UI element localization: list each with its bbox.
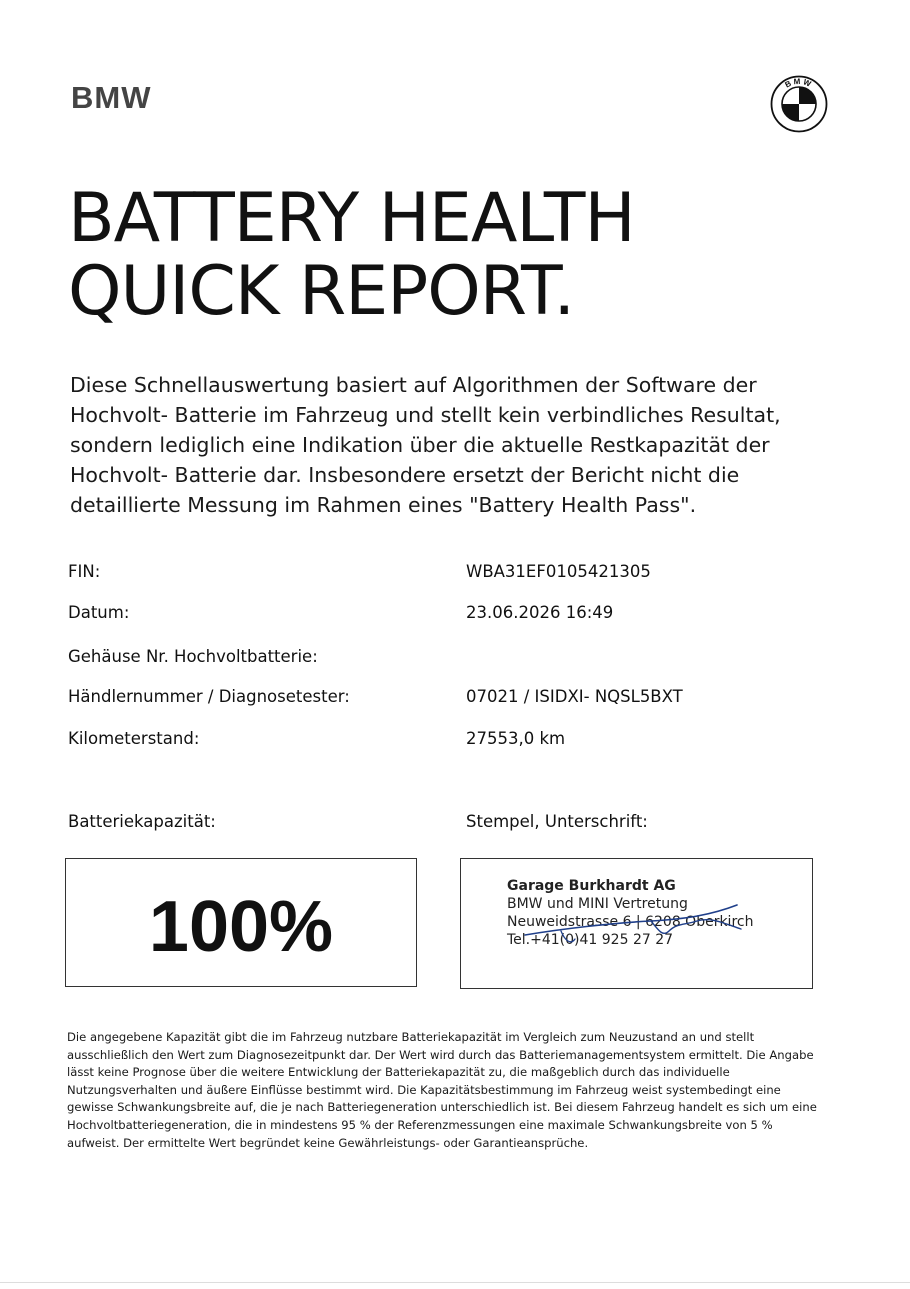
stamp-company: Garage Burkhardt AG xyxy=(507,878,676,894)
stamp-line-2: BMW und MINI Vertretung xyxy=(507,896,688,912)
field-row-battery-housing xyxy=(68,647,828,671)
field-row-mileage xyxy=(68,729,828,753)
dealer-label: Händlernummer / Diagnosetester: xyxy=(68,687,350,706)
dealer-value: 07021 / ISIDXI- NQSL5BXT xyxy=(466,687,683,706)
fin-label: FIN: xyxy=(68,562,101,581)
bmw-wordmark: BMW xyxy=(71,80,152,115)
mileage-value: 27553,0 km xyxy=(466,729,566,748)
stamp-address: Neuweidstrasse 6 | 6208 Oberkirch xyxy=(507,914,754,930)
page-bottom-divider xyxy=(0,1282,910,1283)
stamp-label: Stempel, Unterschrift: xyxy=(466,812,648,831)
field-row-fin xyxy=(68,562,828,586)
title-line-1: BATTERY HEALTH xyxy=(68,179,635,258)
bmw-roundel-logo xyxy=(770,75,828,133)
roundel-letters: BMW xyxy=(783,76,815,90)
date-label: Datum: xyxy=(68,603,130,622)
stamp-phone: Tel.+41(0)41 925 27 27 xyxy=(507,932,674,948)
date-value: 23.06.2026 16:49 xyxy=(466,603,614,622)
intro-paragraph: Diese Schnellauswertung basiert auf Algorithmen der Software der Hochvolt- Batterie im Fahrzeug und stellt kein verbindliches Resultat, sondern lediglich eine Indikation über die aktuelle Restkapazität der Hochvolt- Batterie dar. Insbesondere ersetzt der Bericht nicht die detaillierte Messung im Rahmen eines "Battery Health Pass". xyxy=(70,373,781,517)
capacity-box xyxy=(65,858,417,987)
capacity-value: 100% xyxy=(148,887,334,967)
battery-housing-label: Gehäuse Nr. Hochvoltbatterie: xyxy=(68,647,318,666)
stamp-signature-box xyxy=(460,858,813,989)
field-row-date xyxy=(68,603,828,627)
capacity-label: Batteriekapazität: xyxy=(68,812,216,831)
field-row-dealer xyxy=(68,687,828,711)
report-title xyxy=(68,179,635,331)
handwritten-signature xyxy=(501,901,761,951)
disclaimer-footnote: Die angegebene Kapazität gibt die im Fahrzeug nutzbare Batteriekapazität im Vergleich zum Neuzustand an und stellt ausschließlich den Wert zum Diagnosezeitpunkt dar. Der Wert wird durch das Batteriemanagementsystem ermittelt. Die Angabe lässt keine Prognose über die weitere Entwicklung der Batteriekapazität zu, die maßgeblich durch das individuelle Nutzungsverhalten und äußere Einflüsse bestimmt wird. Die Kapazitätsbestimmung im Fahrzeug weist systembedingt eine gewisse Schwankungsbreite auf, die je nach Batteriegeneration unterschiedlich ist. Bei diesem Fahrzeug handelt es sich um eine Hochvoltbatteriegeneration, die in mindestens 95 % der Referenzmessungen eine maximale Schwankungsbreite von 5 % aufweist. Der ermittelte Wert begründet keine Gewährleistungs- oder Garantieansprüche. xyxy=(67,1030,817,1150)
mileage-label: Kilometerstand: xyxy=(68,729,200,748)
fin-value: WBA31EF0105421305 xyxy=(466,562,651,581)
title-line-2: QUICK REPORT. xyxy=(68,252,575,331)
